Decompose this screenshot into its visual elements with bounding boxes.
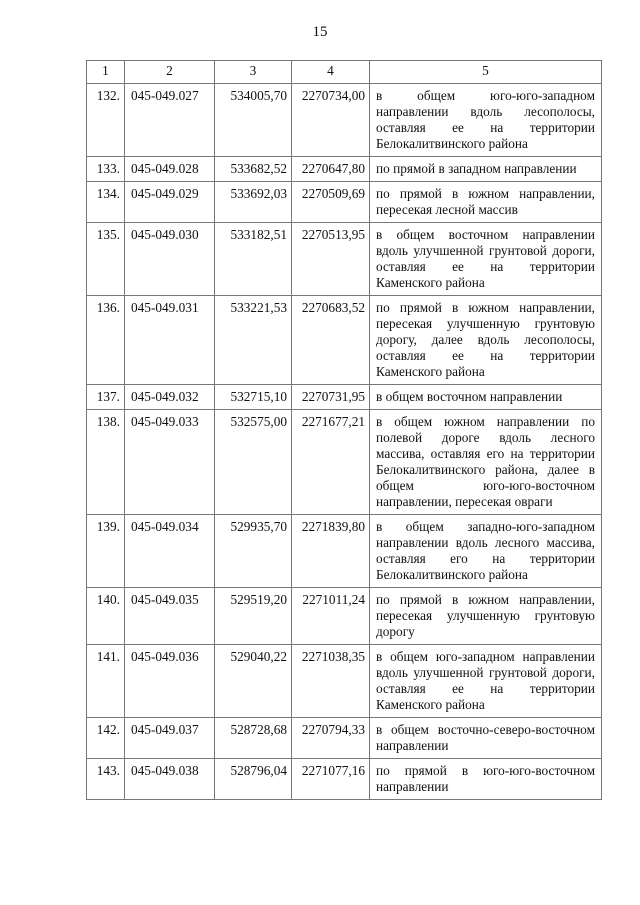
table-row <box>87 385 602 410</box>
boundary-description-cell: в общем восточно-северо-восточном направлении <box>370 718 602 759</box>
y-coordinate-cell: 2271839,80 <box>292 515 370 588</box>
y-coordinate-cell: 2270734,00 <box>292 84 370 157</box>
x-coordinate-cell: 533182,51 <box>215 223 292 296</box>
row-number-cell: 136. <box>87 296 125 385</box>
boundary-table <box>86 60 602 800</box>
boundary-description-cell: по прямой в западном направлении <box>370 157 602 182</box>
table-row <box>87 515 602 588</box>
x-coordinate-cell: 533221,53 <box>215 296 292 385</box>
y-coordinate-cell: 2270794,33 <box>292 718 370 759</box>
row-number-cell: 138. <box>87 410 125 515</box>
row-number-cell: 141. <box>87 645 125 718</box>
point-code-cell: 045-049.027 <box>125 84 215 157</box>
y-coordinate-cell: 2271077,16 <box>292 759 370 800</box>
x-coordinate-cell: 534005,70 <box>215 84 292 157</box>
x-coordinate-cell: 528728,68 <box>215 718 292 759</box>
point-code-cell: 045-049.031 <box>125 296 215 385</box>
row-number-cell: 135. <box>87 223 125 296</box>
row-number-cell: 140. <box>87 588 125 645</box>
table-row <box>87 84 602 157</box>
boundary-description-cell: в общем юго-юго-западном направлении вдоль лесополосы, оставляя ее на территории Белокалитвинского района <box>370 84 602 157</box>
x-coordinate-cell: 529935,70 <box>215 515 292 588</box>
table-row <box>87 296 602 385</box>
table-row <box>87 718 602 759</box>
point-code-cell: 045-049.028 <box>125 157 215 182</box>
point-code-cell: 045-049.029 <box>125 182 215 223</box>
y-coordinate-cell: 2271038,35 <box>292 645 370 718</box>
x-coordinate-cell: 533682,52 <box>215 157 292 182</box>
point-code-cell: 045-049.038 <box>125 759 215 800</box>
header-cell: 3 <box>215 61 292 84</box>
boundary-description-cell: по прямой в южном направлении, пересекая лесной массив <box>370 182 602 223</box>
point-code-cell: 045-049.034 <box>125 515 215 588</box>
x-coordinate-cell: 529040,22 <box>215 645 292 718</box>
table-row <box>87 157 602 182</box>
row-number-cell: 133. <box>87 157 125 182</box>
table-row <box>87 645 602 718</box>
x-coordinate-cell: 532715,10 <box>215 385 292 410</box>
row-number-cell: 132. <box>87 84 125 157</box>
point-code-cell: 045-049.033 <box>125 410 215 515</box>
boundary-description-cell: в общем западно-юго-западном направлении вдоль лесного массива, оставляя его на территории Белокалитвинского района <box>370 515 602 588</box>
row-number-cell: 139. <box>87 515 125 588</box>
x-coordinate-cell: 529519,20 <box>215 588 292 645</box>
boundary-description-cell: по прямой в южном направлении, пересекая улучшенную грунтовую дорогу, далее вдоль лесополосы, оставляя ее на территории Каменского района <box>370 296 602 385</box>
page-number: 15 <box>312 24 328 40</box>
point-code-cell: 045-049.036 <box>125 645 215 718</box>
x-coordinate-cell: 533692,03 <box>215 182 292 223</box>
row-number-cell: 143. <box>87 759 125 800</box>
boundary-description-cell: в общем юго-западном направлении вдоль улучшенной грунтовой дороги, оставляя ее на территории Каменского района <box>370 645 602 718</box>
x-coordinate-cell: 532575,00 <box>215 410 292 515</box>
boundary-description-cell: в общем восточном направлении <box>370 385 602 410</box>
row-number-cell: 142. <box>87 718 125 759</box>
row-number-cell: 134. <box>87 182 125 223</box>
y-coordinate-cell: 2270647,80 <box>292 157 370 182</box>
table-row <box>87 588 602 645</box>
table-header-row <box>87 61 602 84</box>
header-cell: 1 <box>87 61 125 84</box>
boundary-description-cell: по прямой в юго-юго-восточном направлении <box>370 759 602 800</box>
header-cell: 2 <box>125 61 215 84</box>
point-code-cell: 045-049.030 <box>125 223 215 296</box>
row-number-cell: 137. <box>87 385 125 410</box>
point-code-cell: 045-049.037 <box>125 718 215 759</box>
table-row <box>87 759 602 800</box>
y-coordinate-cell: 2270509,69 <box>292 182 370 223</box>
boundary-description-cell: в общем восточном направлении вдоль улучшенной грунтовой дороги, оставляя ее на территории Каменского района <box>370 223 602 296</box>
y-coordinate-cell: 2271011,24 <box>292 588 370 645</box>
table-row <box>87 410 602 515</box>
y-coordinate-cell: 2270513,95 <box>292 223 370 296</box>
table-row <box>87 182 602 223</box>
y-coordinate-cell: 2271677,21 <box>292 410 370 515</box>
x-coordinate-cell: 528796,04 <box>215 759 292 800</box>
table-row <box>87 223 602 296</box>
boundary-description-cell: в общем южном направлении по полевой дороге вдоль лесного массива, оставляя его на территории Белокалитвинского района, далее в общем юго-юго-восточном направлении, пересекая овраги <box>370 410 602 515</box>
y-coordinate-cell: 2270731,95 <box>292 385 370 410</box>
point-code-cell: 045-049.035 <box>125 588 215 645</box>
header-cell: 5 <box>370 61 602 84</box>
point-code-cell: 045-049.032 <box>125 385 215 410</box>
header-cell: 4 <box>292 61 370 84</box>
y-coordinate-cell: 2270683,52 <box>292 296 370 385</box>
boundary-description-cell: по прямой в южном направлении, пересекая улучшенную грунтовую дорогу <box>370 588 602 645</box>
